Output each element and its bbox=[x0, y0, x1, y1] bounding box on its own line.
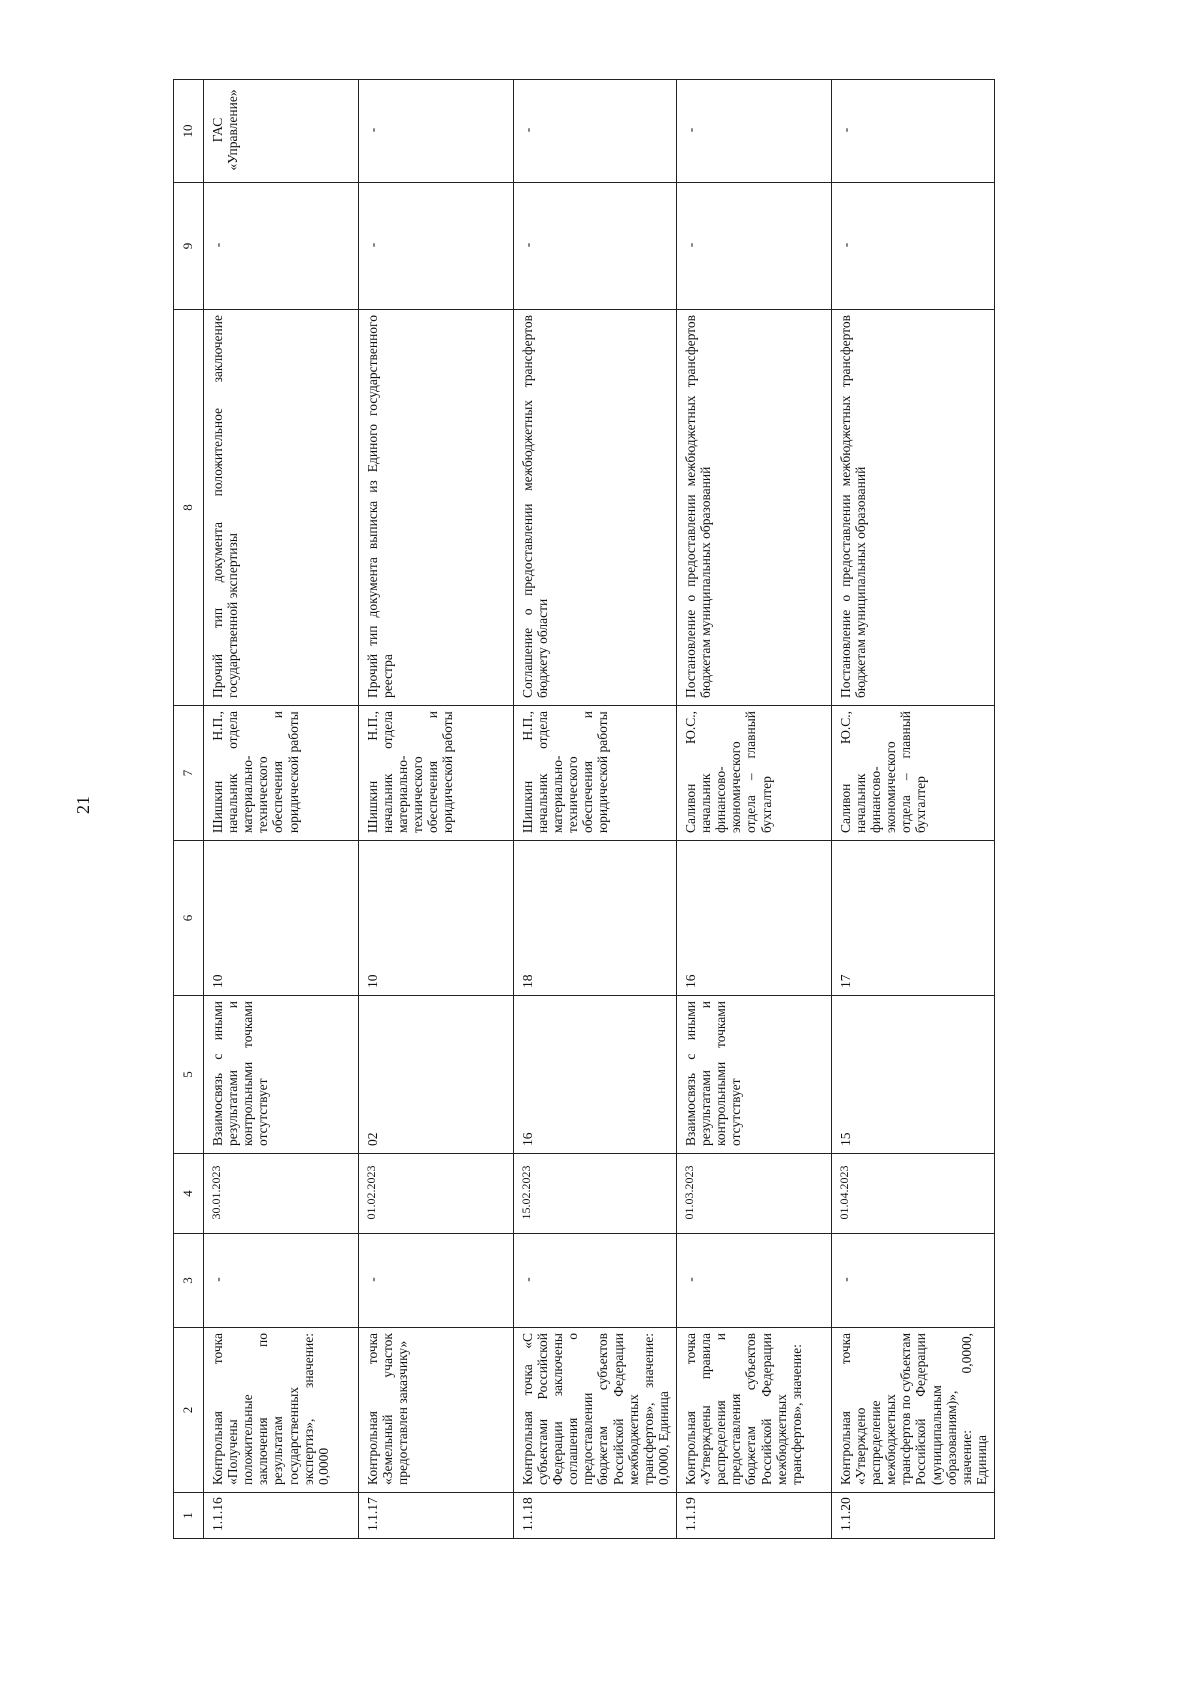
document-cell: Прочий тип документа выписка из Единого государственного реестра bbox=[358, 310, 513, 706]
column-9-cell: - bbox=[513, 183, 676, 310]
column-header: 3 bbox=[174, 1234, 204, 1328]
column-9-cell: - bbox=[358, 183, 513, 310]
table-row bbox=[358, 80, 513, 1539]
column-9-cell: - bbox=[204, 183, 359, 310]
column-header: 5 bbox=[174, 996, 204, 1154]
column-header: 1 bbox=[174, 1493, 204, 1539]
column-6-cell: 16 bbox=[676, 841, 831, 996]
link-cell: 15 bbox=[831, 996, 994, 1154]
table-row bbox=[513, 80, 676, 1539]
link-cell: Взаимосвязь с иными результатами и контрольными точками отсутствует bbox=[204, 996, 359, 1154]
row-number-cell: 1.1.17 bbox=[358, 1493, 513, 1539]
link-cell: Взаимосвязь с иными результатами и контрольными точками отсутствует bbox=[676, 996, 831, 1154]
date-cell: 30.01.2023 bbox=[204, 1154, 359, 1234]
column-3-cell: - bbox=[358, 1234, 513, 1328]
information-system-cell: ГАС «Управление» bbox=[204, 80, 359, 183]
column-9-cell: - bbox=[676, 183, 831, 310]
control-point-name-cell: Контрольная точка «Получены положительные заключения по результатам государственных экспертиз», значение: 0,0000 bbox=[204, 1328, 359, 1493]
row-number-cell: 1.1.20 bbox=[831, 1493, 994, 1539]
control-point-name-cell: Контрольная точка «Утверждено распределение межбюджетных трансфертов по субъектам Российской Федерации (муниципальным образованиям)», значение: 0,0000, Единица bbox=[831, 1328, 994, 1493]
column-9-cell: - bbox=[831, 183, 994, 310]
column-header: 6 bbox=[174, 841, 204, 996]
column-header: 7 bbox=[174, 706, 204, 841]
column-6-cell: 18 bbox=[513, 841, 676, 996]
control-point-name-cell: Контрольная точка «С субъектами Российской Федерации заключены соглашения о предоставлении бюджетам субъектов Российской Федерации межбюджетных трансфертов», значение: 0,0000, Единица bbox=[513, 1328, 676, 1493]
page-number: 21 bbox=[72, 796, 93, 814]
row-number-cell: 1.1.16 bbox=[204, 1493, 359, 1539]
column-6-cell: 10 bbox=[358, 841, 513, 996]
date-cell: 01.02.2023 bbox=[358, 1154, 513, 1234]
column-header: 8 bbox=[174, 310, 204, 706]
link-cell: 16 bbox=[513, 996, 676, 1154]
responsible-cell: Шишкин Н.П., начальник отдела материально-технического обеспечения и юридической работы bbox=[358, 706, 513, 841]
column-header: 2 bbox=[174, 1328, 204, 1493]
control-points-table bbox=[173, 79, 995, 1539]
link-cell: 02 bbox=[358, 996, 513, 1154]
responsible-cell: Саливон Ю.С., начальник финансово-экономического отдела – главный бухгалтер bbox=[676, 706, 831, 841]
date-cell: 01.03.2023 bbox=[676, 1154, 831, 1234]
information-system-cell: - bbox=[831, 80, 994, 183]
information-system-cell: - bbox=[513, 80, 676, 183]
column-header: 9 bbox=[174, 183, 204, 310]
responsible-cell: Шишкин Н.П., начальник отдела материально-технического обеспечения и юридической работы bbox=[513, 706, 676, 841]
date-cell: 01.04.2023 bbox=[831, 1154, 994, 1234]
row-number-cell: 1.1.19 bbox=[676, 1493, 831, 1539]
column-header: 4 bbox=[174, 1154, 204, 1234]
control-points-table-container bbox=[173, 80, 995, 1539]
column-3-cell: - bbox=[204, 1234, 359, 1328]
column-3-cell: - bbox=[676, 1234, 831, 1328]
table-header-row bbox=[174, 80, 204, 1539]
document-cell: Прочий тип документа положительное заключение государственной экспертизы bbox=[204, 310, 359, 706]
information-system-cell: - bbox=[358, 80, 513, 183]
date-cell: 15.02.2023 bbox=[513, 1154, 676, 1234]
responsible-cell: Саливон Ю.С., начальник финансово-экономического отдела – главный бухгалтер bbox=[831, 706, 994, 841]
control-point-name-cell: Контрольная точка «Утверждены правила распределения и предоставления бюджетам субъектов Российской Федерации межбюджетных трансфертов», значение: bbox=[676, 1328, 831, 1493]
document-cell: Соглашение о предоставлении межбюджетных трансфертов бюджету области bbox=[513, 310, 676, 706]
control-point-name-cell: Контрольная точка «Земельный участок предоставлен заказчику» bbox=[358, 1328, 513, 1493]
column-3-cell: - bbox=[831, 1234, 994, 1328]
column-3-cell: - bbox=[513, 1234, 676, 1328]
column-6-cell: 17 bbox=[831, 841, 994, 996]
document-cell: Постановление о предоставлении межбюджетных трансфертов бюджетам муниципальных образований bbox=[831, 310, 994, 706]
document-cell: Постановление о предоставлении межбюджетных трансфертов бюджетам муниципальных образований bbox=[676, 310, 831, 706]
column-header: 10 bbox=[174, 80, 204, 183]
table-row bbox=[676, 80, 831, 1539]
information-system-cell: - bbox=[676, 80, 831, 183]
responsible-cell: Шишкин Н.П., начальник отдела материально-технического обеспечения и юридической работы bbox=[204, 706, 359, 841]
column-6-cell: 10 bbox=[204, 841, 359, 996]
table-row bbox=[204, 80, 359, 1539]
table-row bbox=[831, 80, 994, 1539]
row-number-cell: 1.1.18 bbox=[513, 1493, 676, 1539]
